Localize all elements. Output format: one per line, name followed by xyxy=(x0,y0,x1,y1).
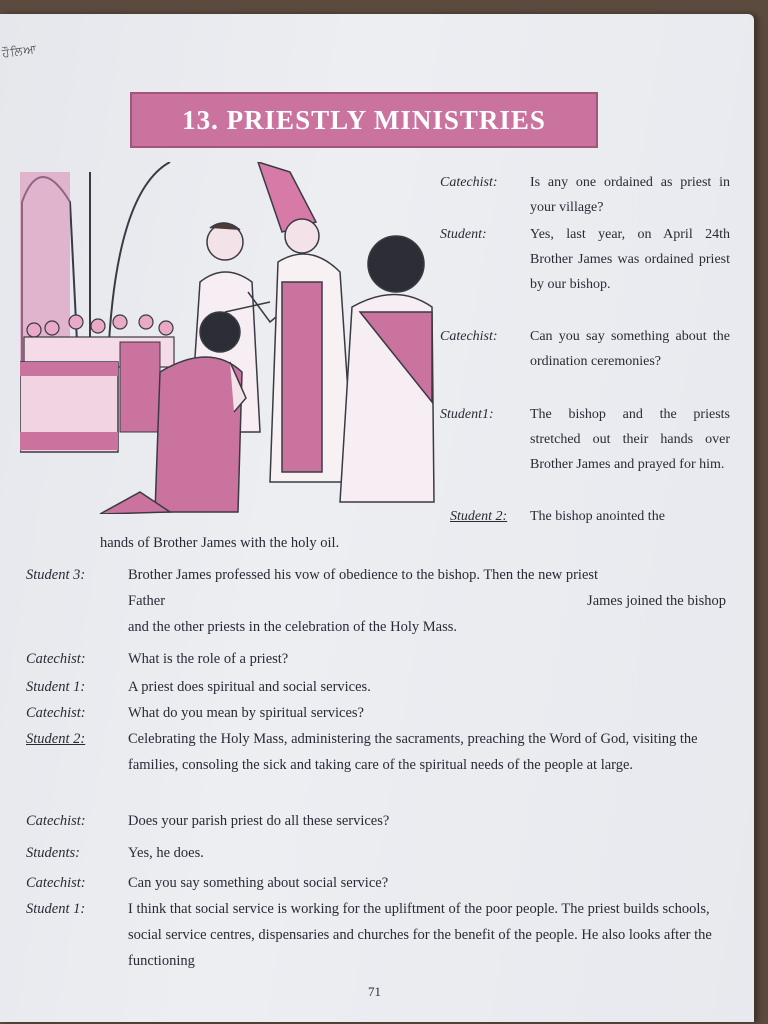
dialogue-text: Yes, he does. xyxy=(128,845,204,861)
side-dialogue-3 xyxy=(440,324,730,374)
dialogue-text: Celebrating the Holy Mass, administering the sacraments, preaching the Word of God, visiting the families, consoling the sick and taking care of the spiritual needs of the people at large. xyxy=(128,731,698,773)
speaker-label: Student 1: xyxy=(26,679,86,695)
dialogue-text: hands of Brother James with the holy oil. xyxy=(100,535,340,551)
dialogue-text: The bishop and the priests stretched out their hands over Brother James and prayed for him. xyxy=(530,407,730,472)
speaker-label: Student 2: xyxy=(26,731,86,747)
speaker-label: Students: xyxy=(26,845,80,861)
side-dialogue-2 xyxy=(440,222,730,297)
side-dialogue-4 xyxy=(440,402,730,477)
margin-note: ਹੌਲਿਆ xyxy=(1,41,39,61)
dialogue-text: What is the role of a priest? xyxy=(128,651,289,667)
dialogue-text: Yes, last year, on April 24th Brother James was ordained priest by our bishop. xyxy=(530,227,730,292)
dialogue-row xyxy=(26,808,726,834)
speaker-label: Catechist: xyxy=(26,651,86,667)
dialogue-text: Father xyxy=(128,593,166,609)
dialogue-text: I think that social service is working for the upliftment of the poor people. The priest builds schools, social service centres, dispensaries and churches for the benefit of the people. He also looks after the functioning xyxy=(128,901,712,969)
speaker-label: Catechist: xyxy=(26,875,86,891)
speaker-label: Student1: xyxy=(440,407,494,422)
ordination-illustration xyxy=(20,162,438,514)
dialogue-row xyxy=(26,896,726,974)
dialogue-text: A priest does spiritual and social services. xyxy=(128,679,371,695)
dialogue-student3 xyxy=(26,562,726,614)
dialogue-text: Is any one ordained as priest in your village? xyxy=(530,175,730,215)
page-number: 71 xyxy=(368,984,381,999)
speaker-label: Catechist: xyxy=(26,705,86,721)
side-dialogue-1 xyxy=(440,170,730,220)
dialogue-row xyxy=(26,726,726,778)
side-dialogue-5 xyxy=(450,504,730,529)
speaker-label: Student 2: xyxy=(450,509,508,524)
dialogue-text: Can you say something about social service? xyxy=(128,875,389,891)
priest-back-figure xyxy=(340,236,434,502)
dialogue-row xyxy=(26,870,726,896)
dialogue-text: Brother James professed his vow of obedience to the bishop. Then the new priest xyxy=(128,567,599,583)
dialogue-row xyxy=(26,674,726,700)
chapter-title-banner xyxy=(130,92,598,148)
speaker-label: Catechist: xyxy=(440,329,498,344)
book-page xyxy=(0,14,754,1022)
speaker-label: Student 3: xyxy=(26,567,86,583)
speaker-label: Catechist: xyxy=(26,813,86,829)
dialogue-text: What do you mean by spiritual services? xyxy=(128,705,364,721)
chapter-title: 13. PRIESTLY MINISTRIES xyxy=(182,104,546,135)
dialogue-text: Does your parish priest do all these services? xyxy=(128,813,390,829)
dialogue-text: and the other priests in the celebration of the Holy Mass. xyxy=(128,619,457,635)
dialogue-student3-cont xyxy=(128,614,728,640)
dialogue-row xyxy=(26,840,726,866)
dialogue-text: The bishop anointed the xyxy=(530,509,665,524)
dialogue-row xyxy=(26,646,726,672)
speaker-label: Student 1: xyxy=(26,901,86,917)
dialogue-text: James joined the bishop xyxy=(587,593,726,609)
dialogue-text: Can you say something about the ordination ceremonies? xyxy=(530,329,730,369)
dialogue-row xyxy=(26,700,726,726)
speaker-label: Catechist: xyxy=(440,175,498,190)
speaker-label: Student: xyxy=(440,227,487,242)
continuation-line xyxy=(100,530,500,556)
